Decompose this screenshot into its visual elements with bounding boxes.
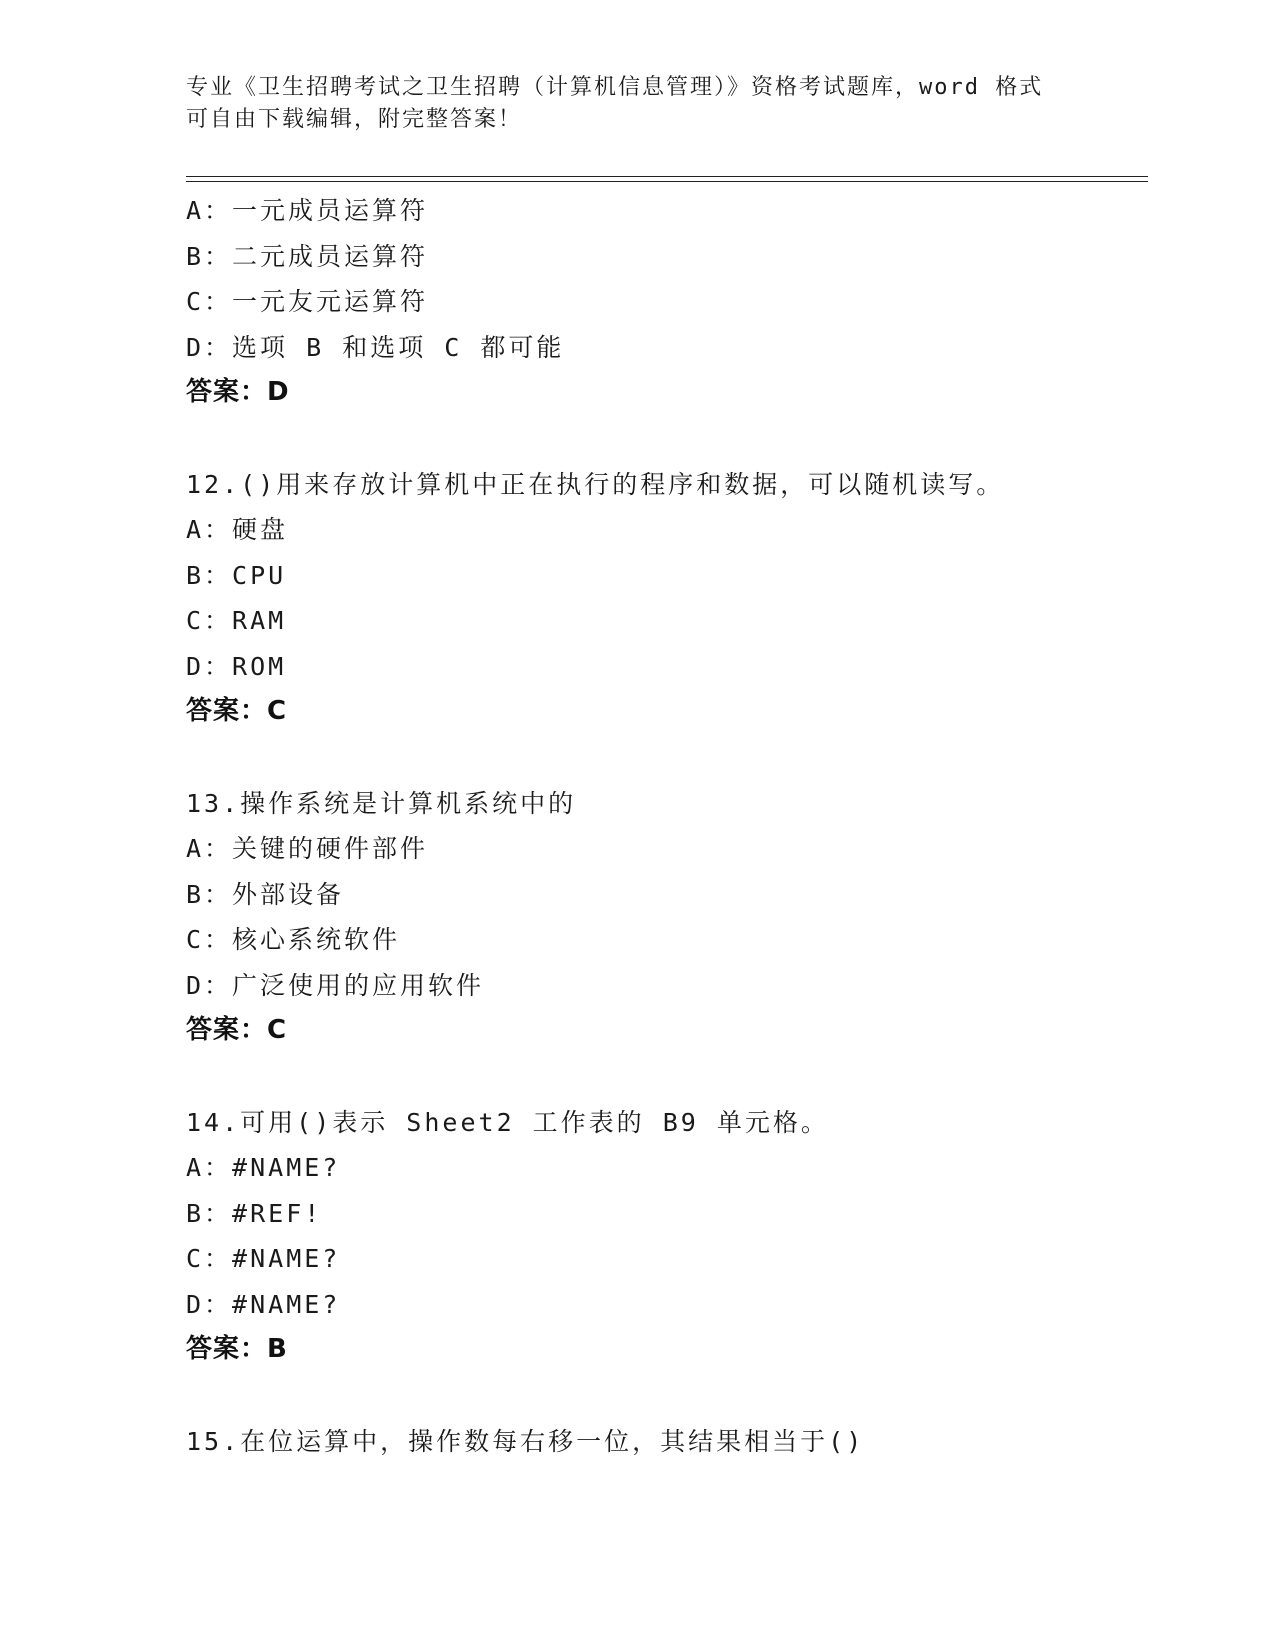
question-text: 14.可用()表示 Sheet2 工作表的 B9 单元格。: [186, 1107, 829, 1137]
option-a: A：关键的硬件部件: [186, 834, 429, 863]
question-block-11-continued: [186, 188, 1146, 416]
answer-label: 答案：D: [186, 377, 290, 407]
option-d: D：选项 B 和选项 C 都可能: [186, 332, 565, 362]
spacer: [186, 1373, 1146, 1419]
answer-label: 答案：C: [186, 696, 288, 726]
header-line-1: 专业《卫生招聘考试之卫生招聘（计算机信息管理）》资格考试题库，word 格式: [186, 75, 1044, 100]
answer-label: 答案：C: [186, 1015, 288, 1045]
option-c: C：核心系统软件: [186, 925, 401, 954]
question-text: 13.操作系统是计算机系统中的: [186, 788, 577, 818]
answer-label: 答案：B: [186, 1334, 288, 1364]
option-c: C：#NAME?: [186, 1244, 341, 1273]
option-c: C：一元友元运算符: [186, 287, 429, 316]
spacer: [186, 416, 1146, 462]
option-d: D：广泛使用的应用软件: [186, 970, 485, 1000]
question-text: 12.()用来存放计算机中正在执行的程序和数据，可以随机读写。: [186, 469, 1005, 499]
question-block-15: [186, 1419, 1146, 1465]
option-b: B：外部设备: [186, 879, 345, 909]
option-a: A：硬盘: [186, 515, 289, 544]
option-b: B：#REF!: [186, 1198, 323, 1228]
header-divider-bottom: [186, 181, 1148, 182]
header-line-2: 可自由下载编辑，附完整答案！: [186, 107, 523, 132]
option-d: D：#NAME?: [186, 1289, 341, 1319]
spacer: [186, 1054, 1146, 1100]
option-c: C：RAM: [186, 606, 287, 635]
question-block-14: [186, 1100, 1146, 1373]
option-b: B：CPU: [186, 560, 287, 590]
question-block-12: [186, 462, 1146, 735]
header-divider-top: [186, 176, 1148, 177]
spacer: [186, 735, 1146, 781]
option-a: A：一元成员运算符: [186, 196, 429, 225]
question-block-13: [186, 781, 1146, 1054]
option-a: A：#NAME?: [186, 1153, 341, 1182]
option-b: B：二元成员运算符: [186, 241, 429, 271]
question-text: 15.在位运算中，操作数每右移一位，其结果相当于(): [186, 1426, 865, 1456]
document-header: [186, 72, 1086, 136]
question-list: [186, 188, 1146, 1464]
option-d: D：ROM: [186, 651, 287, 681]
